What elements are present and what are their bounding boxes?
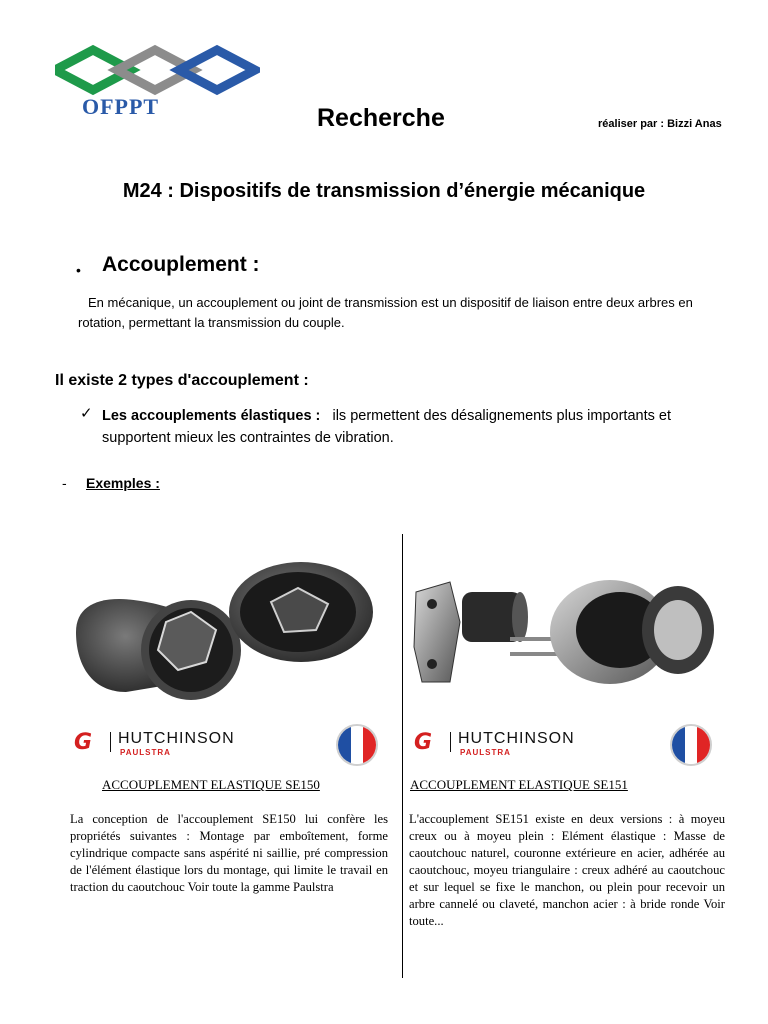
logo-text: OFPPT bbox=[82, 94, 160, 119]
coupling-se151-photo bbox=[410, 552, 720, 704]
author-line: réaliser par : Bizzi Anas bbox=[598, 118, 722, 130]
column-divider bbox=[402, 534, 403, 978]
made-in-france-badge bbox=[670, 724, 712, 766]
brand-separator bbox=[110, 732, 111, 752]
page-title: Recherche bbox=[317, 104, 445, 132]
made-in-france-badge bbox=[336, 724, 378, 766]
brand-name: HUTCHINSON bbox=[458, 730, 575, 747]
french-flag-icon bbox=[338, 726, 376, 764]
elastic-label: Les accouplements élastiques : bbox=[102, 408, 321, 424]
hutchinson-logo-icon: G bbox=[74, 730, 93, 755]
brand-sub: PAULSTRA bbox=[460, 748, 511, 757]
examples-label: Exemples : bbox=[86, 475, 160, 491]
description-se150: La conception de l'accouplement SE150 lui confère les propriétés suivantes : Montage par emboîtement, forme cylindrique compacte sans aspérité ni saillie, pré compression de l'élément élastique lors du montage, qui limite le travail en traction du caoutchouc Voir toute la gamme Paulstra bbox=[70, 812, 388, 894]
elastic-item bbox=[102, 405, 732, 449]
brand-row-2 bbox=[414, 728, 714, 760]
module-title: M24 : Dispositifs de transmission d’énergie mécanique bbox=[122, 180, 646, 202]
french-flag-icon bbox=[672, 726, 710, 764]
caption-se150: ACCOUPLEMENT ELASTIQUE SE150 bbox=[102, 777, 320, 792]
bullet-marker: • bbox=[76, 262, 81, 278]
brand-separator bbox=[450, 732, 451, 752]
dash-marker: - bbox=[62, 475, 67, 491]
caption-se151: ACCOUPLEMENT ELASTIQUE SE151 bbox=[410, 777, 628, 792]
section-heading: Accouplement : bbox=[102, 253, 260, 276]
description-se151: L'accouplement SE151 existe en deux versions : à moyeu creux ou à moyeu plein : Elément élastique : Masse de caoutchouc naturel, couronne extérieure en acier, adhérée au caoutchouc, moyeu triangulaire : creux adhéré au caoutchouc et sur lequel se fixe le manchon, ou plein pour recevoir un arbre cannelé ou claveté, manchon acier : à bride ronde Voir toute... bbox=[409, 812, 725, 928]
elastic-text: ils permettent des désalignements plus importants et supportent mieux les contraintes de vibration. bbox=[102, 408, 671, 446]
coupling-se150-photo bbox=[66, 552, 386, 704]
types-heading: Il existe 2 types d'accouplement : bbox=[55, 372, 309, 389]
hutchinson-logo-icon: G bbox=[414, 730, 433, 755]
intro-paragraph: En mécanique, un accouplement ou joint de transmission est un dispositif de liaison entre deux arbres en rotation, permettant la transmission du couple. bbox=[78, 295, 693, 330]
checkmark-icon: ✓ bbox=[80, 405, 93, 422]
brand-name: HUTCHINSON bbox=[118, 730, 235, 747]
brand-sub: PAULSTRA bbox=[120, 748, 171, 757]
